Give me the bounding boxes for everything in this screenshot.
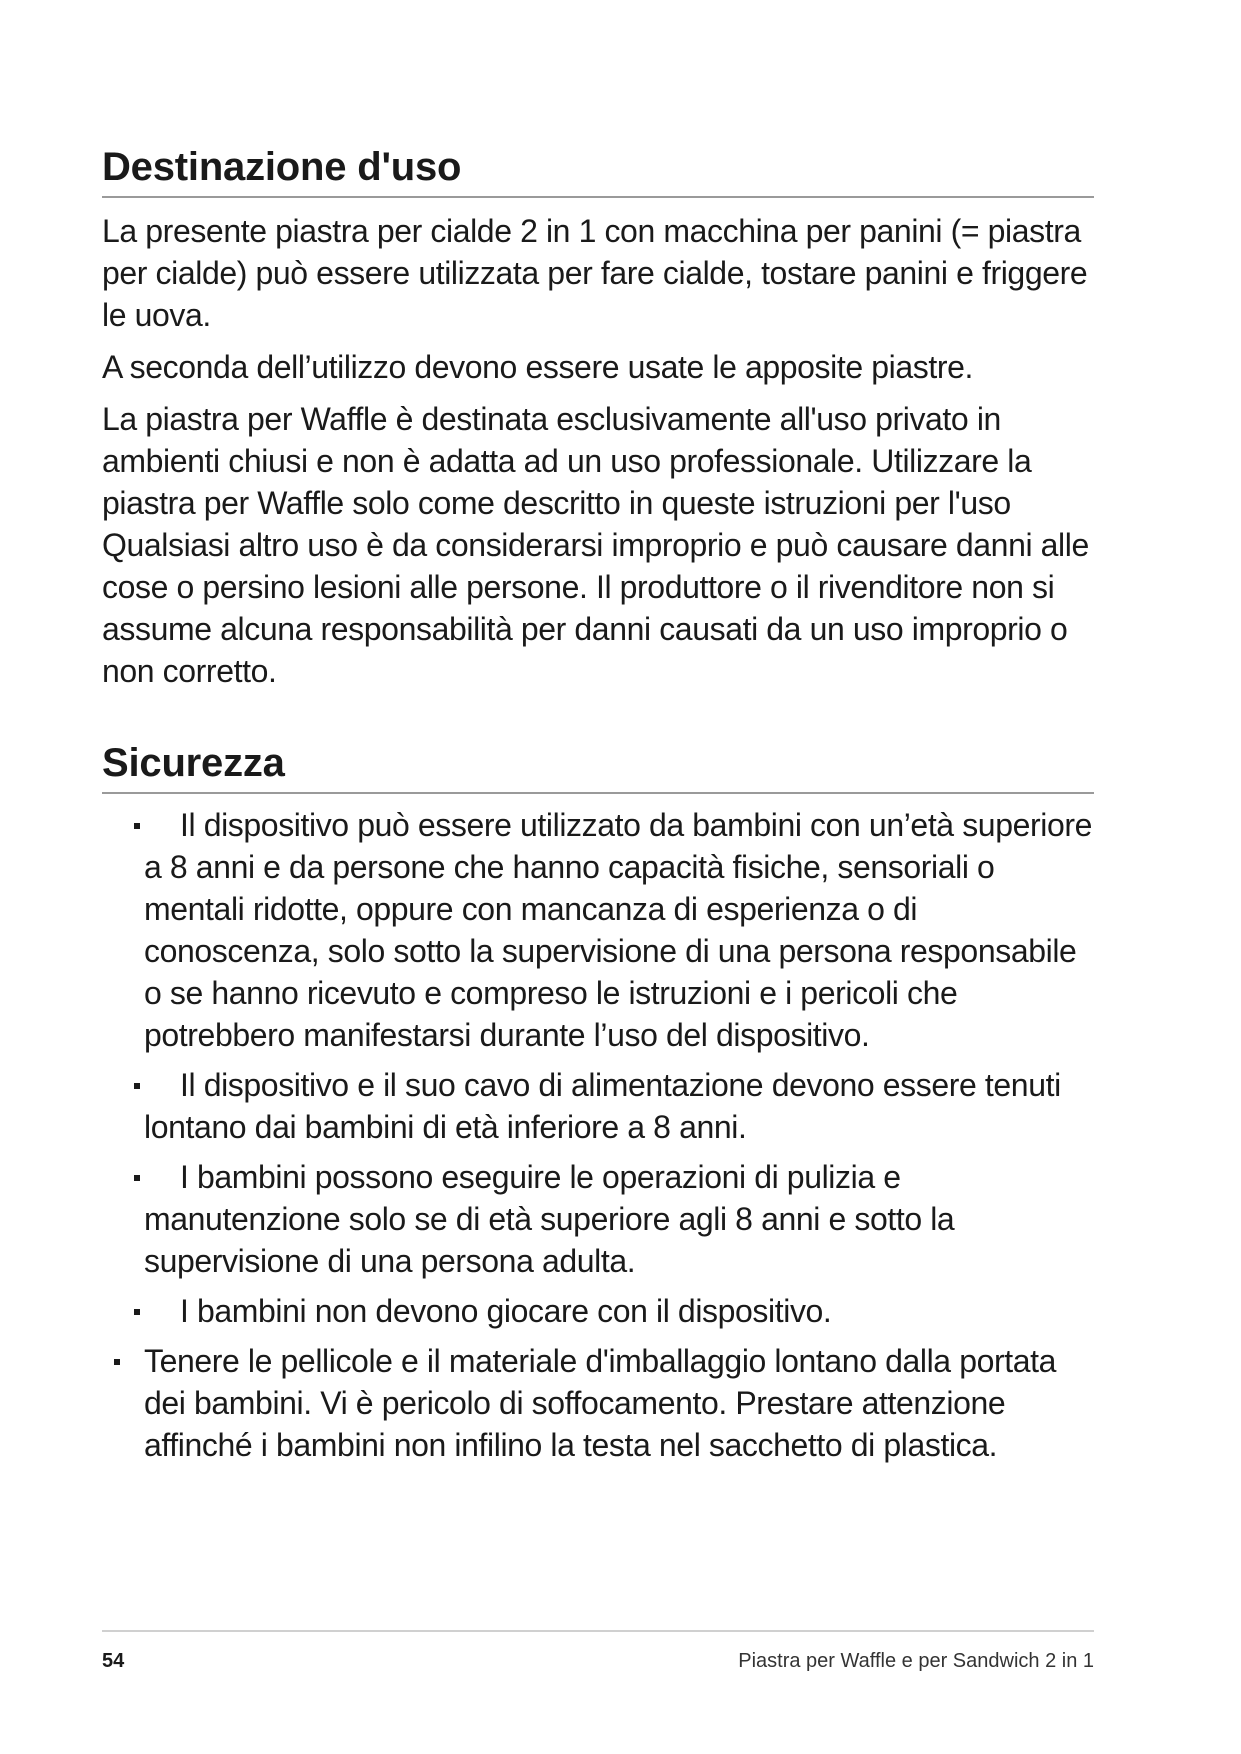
footer-document-title: Piastra per Waffle e per Sandwich 2 in 1 <box>738 1650 1094 1672</box>
footer-divider <box>102 1630 1094 1632</box>
safety-item-text: Il dispositivo e il suo cavo di alimentazione devono essere tenuti lontano dai bambini di età inferiore a 8 anni. <box>144 1067 1061 1145</box>
intended-use-paragraph: La presente piastra per cialde 2 in 1 con macchina per panini (= piastra per cialde) può essere utilizzata per fare cialde, tostare panini e friggere le uova. <box>102 213 1088 333</box>
intended-use-paragraph: La piastra per Waffle è destinata esclusivamente all'uso privato in ambienti chiusi e non è adatta ad un uso professionale. Utilizzare la piastra per Waffle solo come descritto in queste istruzioni per l'uso Qualsiasi altro uso è da considerarsi improprio e può causare danni alle cose o persino lesioni alle persone. Il produttore o il rivenditore non si assume alcuna responsabilità per danni causati da un uso improprio o non corretto. <box>102 401 1089 689</box>
page-footer <box>102 1646 1094 1676</box>
page-number: 54 <box>102 1650 125 1672</box>
safety-list-item <box>102 1290 1094 1332</box>
safety-list <box>102 804 1094 1466</box>
bullet-square-icon <box>134 823 140 829</box>
safety-item-text: Tenere le pellicole e il materiale d'imballaggio lontano dalla portata dei bambini. Vi è pericolo di soffocamento. Prestare attenzione affinché i bambini non infilino la testa nel sacchetto di plastica. <box>144 1343 1057 1463</box>
safety-item-text: I bambini non devono giocare con il dispositivo. <box>180 1293 832 1329</box>
safety-item-text: I bambini possono eseguire le operazioni di pulizia e manutenzione solo se di età superiore agli 8 anni e sotto la supervisione di una persona adulta. <box>144 1159 955 1279</box>
safety-list-item <box>102 1340 1094 1466</box>
safety-list-item <box>102 1064 1094 1148</box>
bullet-square-icon <box>134 1175 140 1181</box>
safety-list-item <box>102 1156 1094 1282</box>
safety-heading: Sicurezza <box>102 736 1094 794</box>
safety-list-item <box>102 804 1094 1056</box>
bullet-square-icon <box>134 1309 140 1315</box>
safety-section <box>102 736 1094 1466</box>
bullet-square-icon <box>134 1083 140 1089</box>
safety-item-text: Il dispositivo può essere utilizzato da bambini con un’età superiore a 8 anni e da persone che hanno capacità fisiche, sensoriali o mentali ridotte, oppure con mancanza di esperienza o di conoscenza, solo sotto la supervisione di una persona responsabile o se hanno ricevuto e compreso le istruzioni e i pericoli che potrebbero manifestarsi durante l’uso del dispositivo. <box>144 807 1093 1053</box>
intended-use-section <box>102 140 1094 692</box>
intended-use-heading: Destinazione d'uso <box>102 140 1094 198</box>
page-content <box>102 140 1094 1474</box>
bullet-square-icon <box>114 1359 120 1365</box>
intended-use-paragraph: A seconda dell’utilizzo devono essere usate le apposite piastre. <box>102 349 973 385</box>
